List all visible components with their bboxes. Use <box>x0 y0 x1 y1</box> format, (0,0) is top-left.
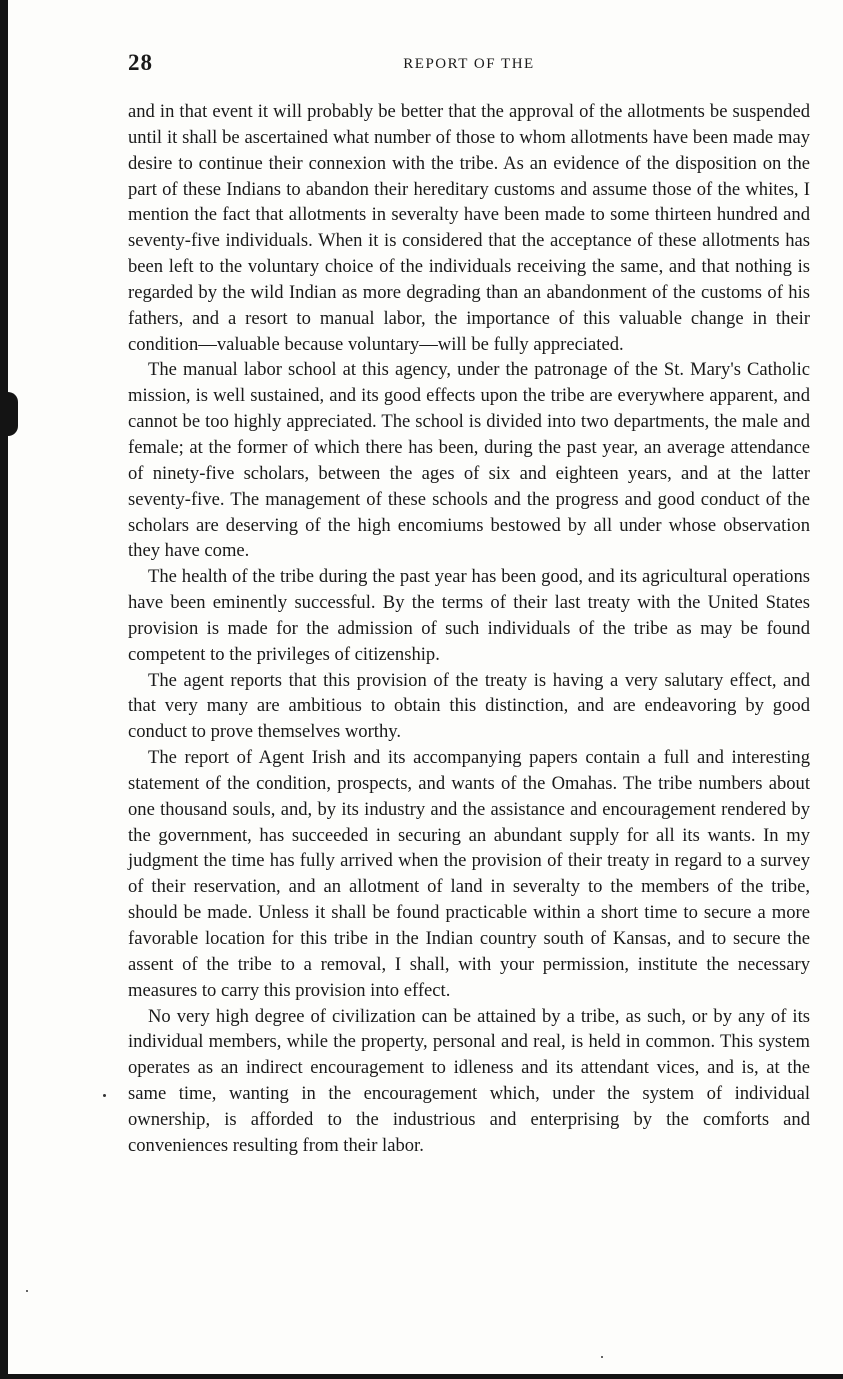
running-head: REPORT OF THE <box>403 56 535 72</box>
scan-speck <box>26 1290 28 1292</box>
scan-left-edge <box>0 0 8 1379</box>
paragraph-manual-labor-school: The manual labor school at this agency, under the patronage of the St. Mary's Catholic mission, is well sustained, and its good effects upon the tribe are everywhere apparent, and cannot be too highly appreciated. The school is divided into two departments, the male and female; at the former of which there has been, during the past year, an average attendance of ninety-five scholars, between the ages of six and eighteen years, and at the latter seventy-five. The management of these schools and the progress and good conduct of the scholars are deserving of the high encomiums bestowed by all under whose observation they have come. <box>128 359 810 562</box>
paragraph-allotments: and in that event it will probably be better that the approval of the allotments be suspended until it shall be ascertained what number of those to whom allotments have been made may desire to continue their connexion with the tribe. As an evidence of the disposition on the part of these Indians to abandon their hereditary customs and assume those of the whites, I mention the fact that allotments in severalty have been made to some thirteen hundred and seventy-five individuals. When it is considered that the acceptance of these allotments has been left to the voluntary choice of the individuals receiving the same, and that nothing is regarded by the wild Indian as more degrading than an abandonment of the customs of his fathers, and a resort to manual labor, the importance of this valuable change in their condition—valuable because voluntary—will be fully appreciated. <box>128 101 810 355</box>
page-number: 28 <box>128 50 153 75</box>
scan-speck <box>601 1356 603 1358</box>
body-text <box>128 99 810 1159</box>
page-header <box>128 50 810 80</box>
paragraph-omahas: The report of Agent Irish and its accompanying papers contain a full and interesting statement of the condition, prospects, and wants of the Omahas. The tribe numbers about one thousand souls, and, by its industry and the assistance and encouragement rendered by the government, has succeeded in securing an abundant supply for all its wants. In my judgment the time has fully arrived when the provision of their treaty in regard to a survey of their reservation, and an allotment of land in severalty to the members of the tribe, should be made. Unless it shall be found practicable within a short time to secure a more favorable location for this tribe in the Indian country south of Kansas, and to secure the assent of the tribe to a removal, I shall, with your permission, institute the necessary measures to carry this provision into effect. <box>128 747 810 1001</box>
paragraph-agent-report: The agent reports that this provision of the treaty is having a very salutary effect, and that very many are ambitious to obtain this distinction, and are endeavoring by good conduct to prove themselves worthy. <box>128 669 810 743</box>
scan-binding-notch <box>8 392 18 436</box>
scan-speck <box>103 1094 106 1097</box>
paragraph-civilization: No very high degree of civilization can be attained by a tribe, as such, or by any of its individual members, while the property, personal and real, is held in common. This system operates as an indirect encouragement to idleness and its attendant vices, and is, at the same time, wanting in the encouragement which, under the system of individual ownership, is afforded to the industrious and enterprising by the comforts and conveniences resulting from their labor. <box>128 1005 810 1156</box>
paragraph-tribe-health: The health of the tribe during the past year has been good, and its agricultural operations have been eminently successful. By the terms of their last treaty with the United States provision is made for the admission of such individuals of the tribe as may be found competent to the privileges of citizenship. <box>128 566 810 665</box>
scan-bottom-edge <box>0 1374 843 1379</box>
